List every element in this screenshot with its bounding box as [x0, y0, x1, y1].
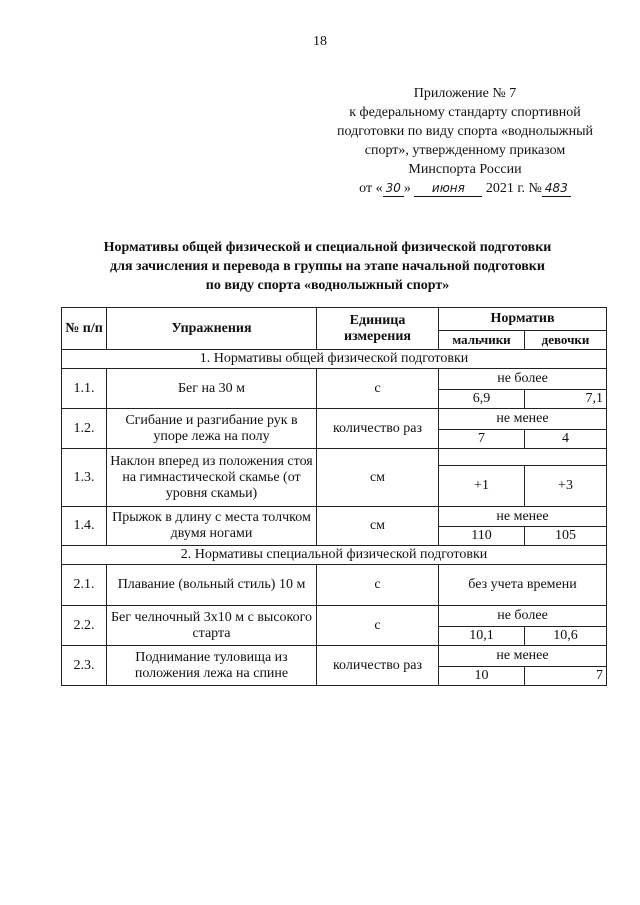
row-boys: +1 — [439, 466, 525, 507]
page-number: 18 — [313, 34, 327, 49]
row-unit: с — [317, 565, 439, 606]
date-mid: » — [403, 181, 411, 196]
row-unit: с — [317, 606, 439, 646]
title-line: по виду спорта «воднолыжный спорт» — [205, 278, 450, 293]
row-exercise: Поднимание туловища из положения лежа на спине — [107, 646, 317, 686]
row-exercise: Наклон вперед из положения стоя на гимнастической скамье (от уровня скамьи) — [107, 449, 317, 507]
row-boys: 7 — [439, 430, 525, 449]
header-norm: Норматив — [439, 308, 607, 331]
row-girls: 7 — [525, 667, 607, 686]
appendix-line: спорт», утвержденному приказом — [364, 143, 566, 158]
row-condition — [439, 449, 607, 466]
row-unit: см — [317, 449, 439, 507]
row-boys: 10,1 — [439, 627, 525, 646]
row-merged-value: без учета времени — [439, 565, 607, 606]
header-boys: мальчики — [439, 331, 525, 350]
header-num: № п/п — [62, 308, 107, 350]
row-exercise: Плавание (вольный стиль) 10 м — [107, 565, 317, 606]
row-unit: с — [317, 369, 439, 409]
row-girls: 10,6 — [525, 627, 607, 646]
header-unit: Единица измерения — [317, 308, 439, 350]
section-title: 1. Нормативы общей физической подготовки — [62, 350, 607, 369]
row-exercise: Бег на 30 м — [107, 369, 317, 409]
date-month-handwritten: июня — [414, 181, 482, 197]
row-num: 1.1. — [62, 369, 107, 409]
row-boys: 10 — [439, 667, 525, 686]
header-girls: девочки — [525, 331, 607, 350]
row-girls: 4 — [525, 430, 607, 449]
row-condition: не более — [439, 606, 607, 627]
row-num: 2.2. — [62, 606, 107, 646]
row-boys: 6,9 — [439, 390, 525, 409]
row-unit: количество раз — [317, 409, 439, 449]
norms-table — [61, 307, 607, 686]
appendix-block — [300, 84, 630, 198]
row-exercise: Сгибание и разгибание рук в упоре лежа на полу — [107, 409, 317, 449]
row-num: 1.4. — [62, 507, 107, 546]
appendix-line: подготовки по виду спорта «воднолыжный — [337, 124, 593, 139]
title-line: Нормативы общей физической и специальной физической подготовки — [103, 240, 552, 255]
date-prefix: от « — [359, 181, 383, 196]
row-girls: 7,1 — [525, 390, 607, 409]
row-condition: не менее — [439, 409, 607, 430]
row-boys: 110 — [439, 527, 525, 546]
order-date-line — [300, 179, 630, 198]
row-num: 1.2. — [62, 409, 107, 449]
row-num: 2.3. — [62, 646, 107, 686]
title-line: для зачисления и перевода в группы на этапе начальной подготовки — [110, 259, 545, 274]
date-day-handwritten: 30 — [383, 181, 404, 197]
appendix-line: Минспорта России — [408, 162, 522, 177]
date-year: 2021 г. № — [485, 181, 542, 196]
section-title: 2. Нормативы специальной физической подготовки — [62, 546, 607, 565]
appendix-line: к федеральному стандарту спортивной — [349, 105, 581, 120]
appendix-line: Приложение № 7 — [413, 86, 517, 101]
order-number-handwritten: 483 — [542, 181, 571, 197]
document-title — [40, 238, 615, 295]
row-condition: не менее — [439, 646, 607, 667]
row-condition: не менее — [439, 507, 607, 527]
row-num: 1.3. — [62, 449, 107, 507]
row-girls: 105 — [525, 527, 607, 546]
row-exercise: Прыжок в длину с места толчком двумя ногами — [107, 507, 317, 546]
row-unit: см — [317, 507, 439, 546]
row-exercise: Бег челночный 3х10 м с высокого старта — [107, 606, 317, 646]
row-girls: +3 — [525, 466, 607, 507]
row-unit: количество раз — [317, 646, 439, 686]
header-exercise: Упражнения — [107, 308, 317, 350]
row-condition: не более — [439, 369, 607, 390]
row-num: 2.1. — [62, 565, 107, 606]
